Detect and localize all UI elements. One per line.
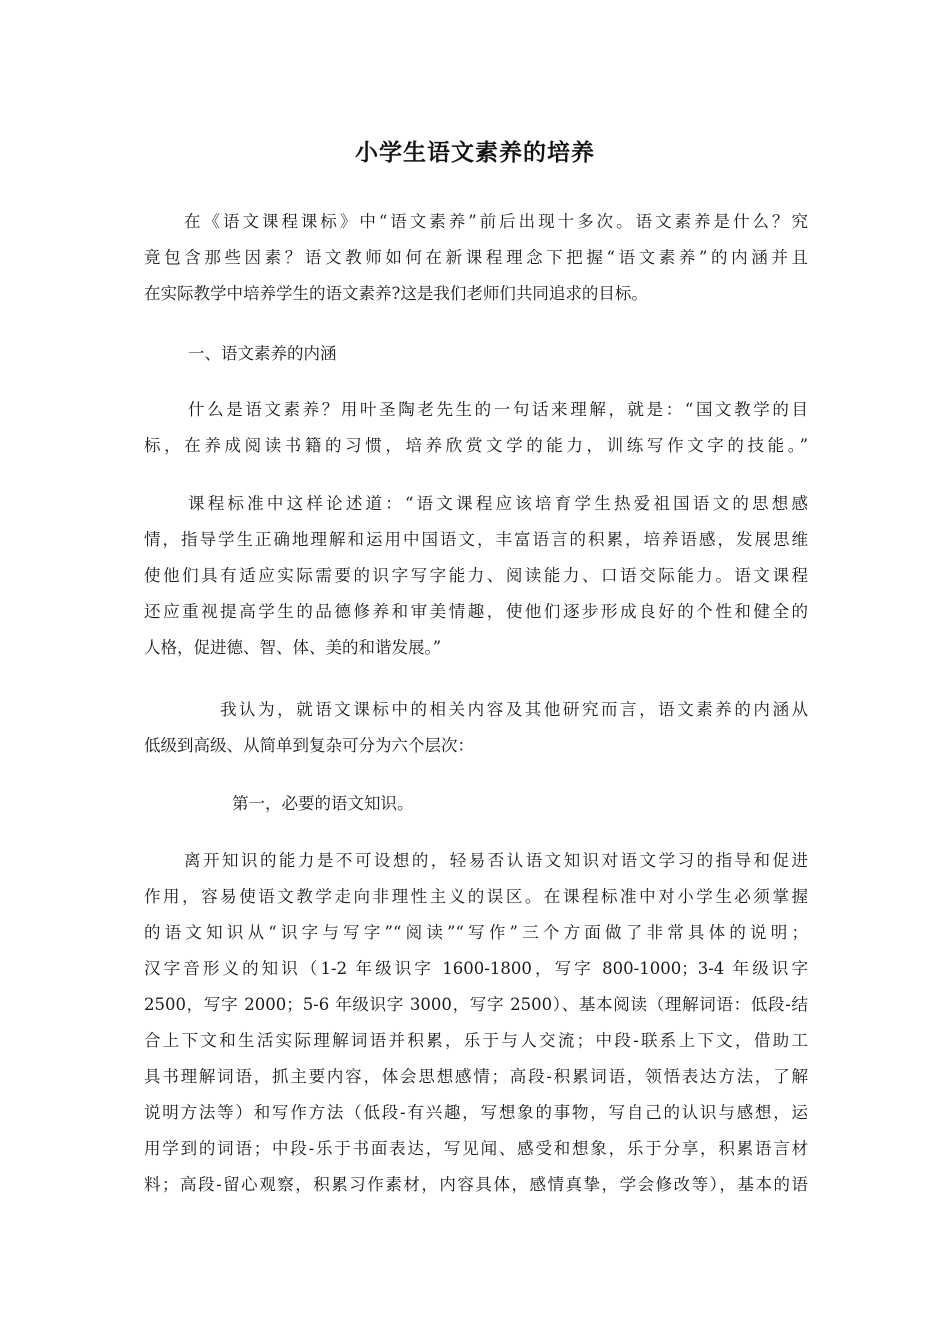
paragraph-line: 低级到高级、从简单到复杂可分为六个层次： (144, 736, 474, 755)
paragraph-line: 作用，容易使语文教学走向非理性主义的误区。在课程标准中对小学生必须掌握 (144, 887, 808, 906)
paragraph-line: 说明方法等）和写作方法（低段-有兴趣，写想象的事物，写自己的认识与感想，运 (144, 1103, 808, 1122)
paragraph-line: 在《语文课程课标》中“语文素养”前后出现十多次。语文素养是什么？究 (184, 212, 808, 231)
paragraph-line: 料；高段-留心观察，积累习作素材，内容具体，感情真挚，学会修改等），基本的语 (144, 1175, 808, 1194)
paragraph-line: 离开知识的能力是不可设想的，轻易否认语文知识对语文学习的指导和促进 (184, 851, 808, 870)
document-title: 小学生语文素养的培养 (355, 139, 595, 166)
paragraph-line: 还应重视提高学生的品德修养和审美情趣，使他们逐步形成良好的个性和健全的 (144, 602, 808, 621)
paragraph-line: 在实际教学中培养学生的语文素养?这是我们老师们共同追求的目标。 (144, 284, 648, 303)
paragraph-opinion (144, 692, 808, 764)
paragraph-knowledge (144, 843, 808, 1203)
paragraph-curriculum-standard (144, 486, 808, 666)
section-heading-2 (144, 786, 808, 822)
paragraph-line: 汉字音形义的知识（1-2 年级识字 1600-1800，写字 800-1000；3-4 年级识字 (144, 959, 808, 978)
paragraph-line: 2500，写字 2000；5-6 年级识字 3000，写字 2500）、基本阅读（理解词语：低段-结 (144, 995, 808, 1014)
paragraph-line: 竟包含那些因素？语文教师如何在新课程理念下把握“语文素养”的内涵并且 (144, 248, 808, 267)
paragraph-line: 合上下文和生活实际理解词语并积累，乐于与人交流；中段-联系上下文，借助工 (144, 1031, 808, 1050)
paragraph-line: 标，在养成阅读书籍的习惯，培养欣赏文学的能力，训练写作文字的技能。” (144, 436, 808, 455)
paragraph-line: 什么是语文素养？用叶圣陶老先生的一句话来理解，就是：“国文教学的目 (188, 400, 808, 419)
paragraph-line: 用学到的词语；中段-乐于书面表达，写见闻、感受和想象，乐于分享，积累语言材 (144, 1139, 808, 1158)
section-heading: 第一，必要的语文知识。 (232, 794, 414, 813)
paragraph-line: 的语文知识从“识字与写字”“阅读”“写作”三个方面做了非常具体的说明； (144, 923, 808, 942)
paragraph-line: 人格，促进德、智、体、美的和谐发展。” (144, 638, 442, 657)
paragraph-line: 情，指导学生正确地理解和运用中国语文，丰富语言的积累，培养语感，发展思维 (144, 530, 808, 549)
paragraph-line: 课程标准中这样论述道：“语文课程应该培育学生热爱祖国语文的思想感 (188, 494, 808, 513)
paragraph-line: 我认为，就语文课标中的相关内容及其他研究而言，语文素养的内涵从 (220, 700, 808, 719)
paragraph-definition (144, 392, 808, 464)
paragraph-line: 具书理解词语，抓主要内容，体会思想感情；高段-积累词语，领悟表达方法，了解 (144, 1067, 808, 1086)
section-heading-1 (144, 336, 808, 372)
paragraph-intro (144, 204, 808, 312)
paragraph-line: 使他们具有适应实际需要的识字写字能力、阅读能力、口语交际能力。语文课程 (144, 566, 808, 585)
section-heading: 一、语文素养的内涵 (188, 344, 337, 363)
